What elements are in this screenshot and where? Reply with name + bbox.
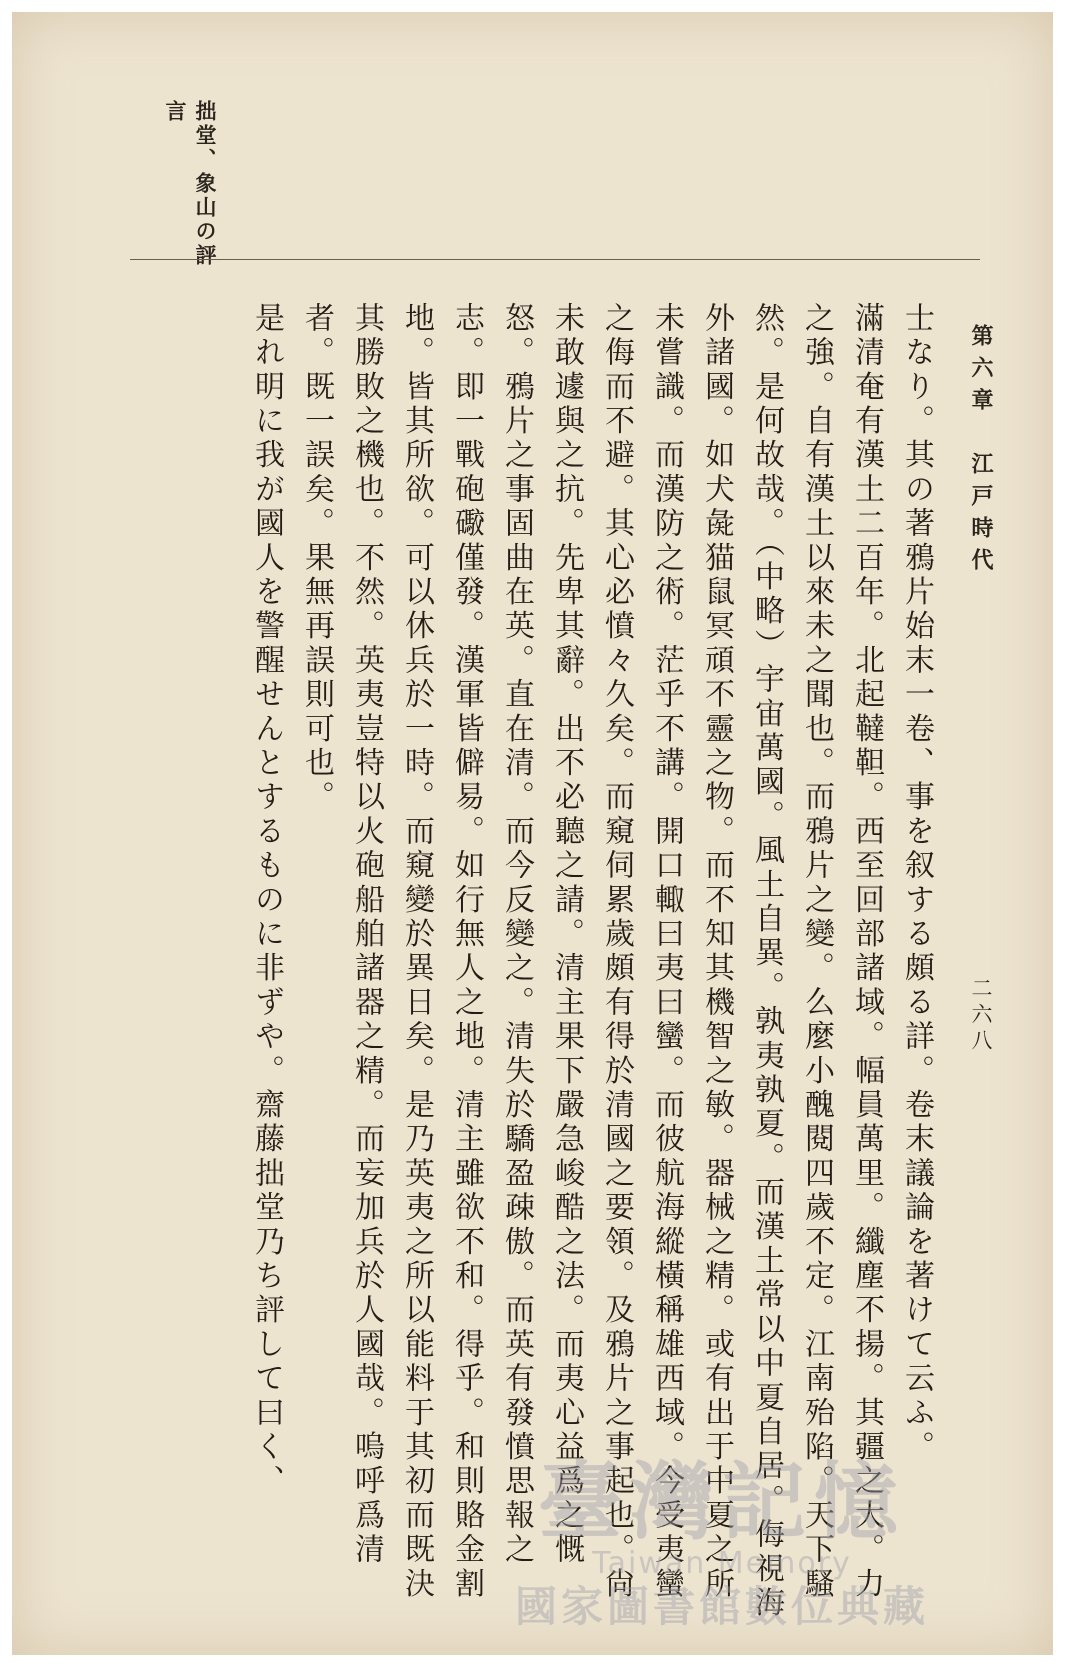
page-number: 二六八 xyxy=(969,977,993,1055)
paragraph-quotation: 滿清奄有漢土二百年。北起韃靼。西至回部諸域。幅員萬里。纖塵不揚。其疆之大。力之強。自有漢土以來未之聞也。而鴉片之變。么麼小醜閱四歲不定。江南殆陷。天下騷然。是何故哉。（中略）宇宙萬國。風土自異。孰夷孰夏。而漢土常以中夏自居。侮視海外諸國。如犬彘猫鼠冥頑不靈之物。而不知其機智之敏。器械之精。或有出于中夏之所未嘗識。而漢防之術。茫乎不講。開口輙曰夷曰蠻。而彼航海縱橫稱雄西域。今受夷蠻之侮而不避。其心必憤々久矣。而窺伺累歲頗有得於清國之要領。及鴉片之事起也。尙未敢遽與之抗。先卑其辭。出不必聽之請。清主果下嚴急峻酷之法。而夷心益爲之慨怒。鴉片之事固曲在英。直在清。而今反變之。清失於驕盈疎傲。而英有發憤思報之志。即一戰砲礮僅發。漢軍皆僻易。如行無人之地。清主雖欲不和。得乎。和則賂金割地。皆其所欲。可以休兵於一時。而窺變於異日矣。是乃英夷之所以能料于其初而既決其勝敗之機也。不然。英夷豈特以火砲船舶諸器之精。而妄加兵於人國哉。嗚呼爲清者。既一誤矣。果無再誤則可也。 xyxy=(299,302,884,1621)
body-text xyxy=(249,302,941,1632)
watermark-library: 國家圖書館數位典藏 xyxy=(514,1582,929,1631)
watermark-script: 臺灣記憶 xyxy=(537,1452,906,1551)
header-rule xyxy=(130,259,980,260)
chapter-header: 第六章 江戸時代 xyxy=(968,324,994,580)
paragraph-continuation: 士なり。其の著鴉片始末一卷、事を叙する頗る詳。卷末議論を著けて云ふ。 xyxy=(899,302,934,1465)
document-page xyxy=(12,12,1053,1655)
margin-note: 拙堂、象山の評言 xyxy=(163,100,218,268)
watermark-english: Taiwan Memory xyxy=(592,1546,852,1581)
paragraph-commentary: 是れ明に我が國人を警醒せんとするものに非ずや。齋藤拙堂乃ち評して曰く、 xyxy=(249,302,284,1499)
